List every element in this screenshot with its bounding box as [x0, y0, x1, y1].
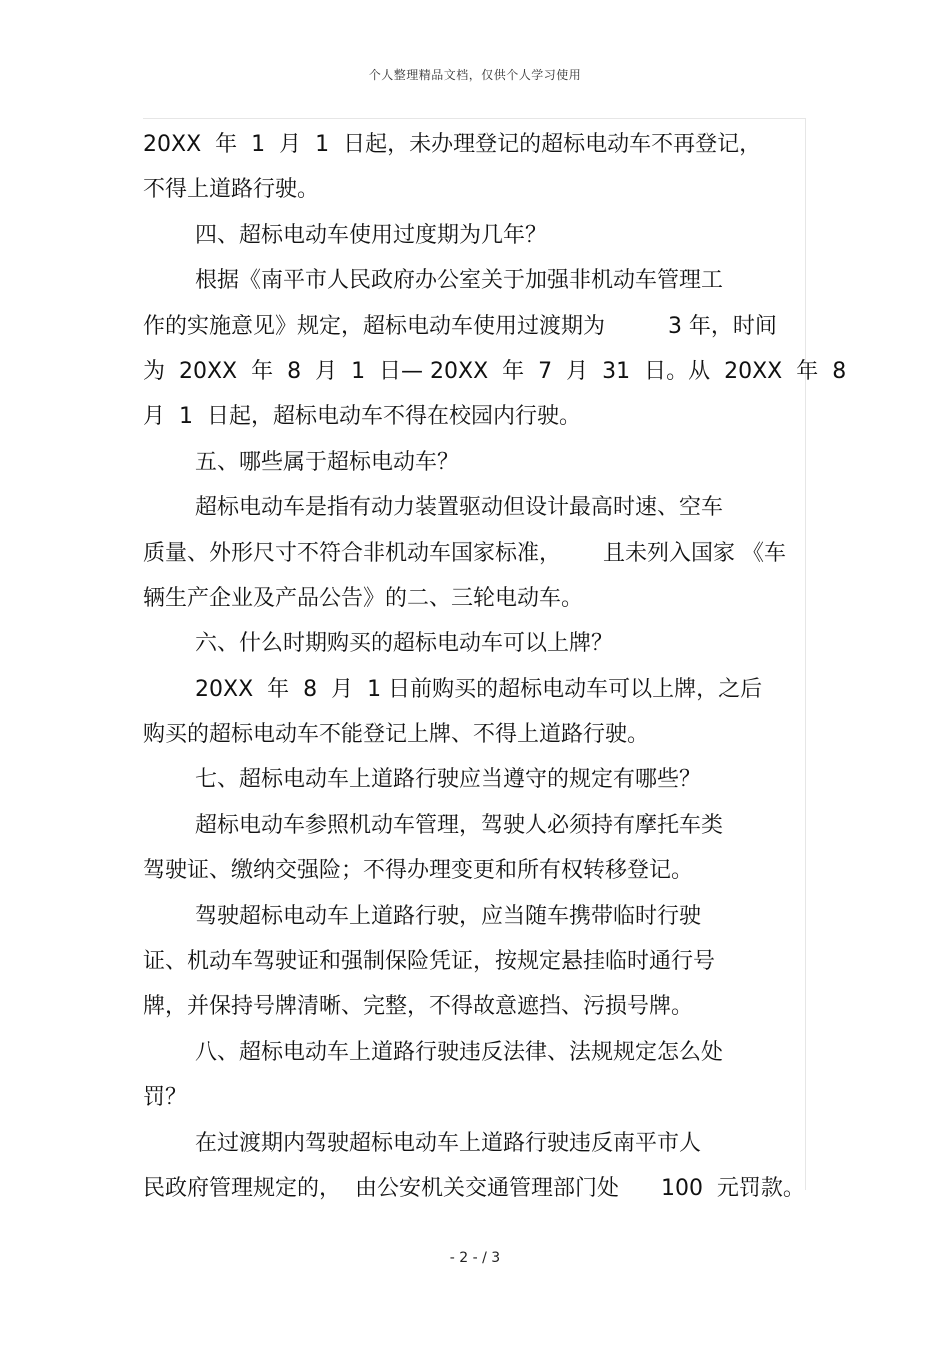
paragraph-line: 驾驶证、缴纳交强险；不得办理变更和所有权转移登记。 — [143, 858, 694, 884]
paragraph-line: 20XX 年 8 月 1 日前购买的超标电动车可以上牌，之后 — [195, 676, 763, 702]
paragraph-line: 民政府管理规定的， 由公安机关交通管理部门处 100 元罚款。 — [143, 1175, 805, 1201]
page-number: - 2 - / 3 — [449, 1250, 501, 1266]
paragraph-line: 20XX 年 1 月 1 日起，未办理登记的超标电动车不再登记， — [143, 132, 762, 157]
section-heading-6: 六、什么时期购买的超标电动车可以上牌？ — [195, 631, 614, 657]
section-heading-8: 八、超标电动车上道路行驶违反法律、法规规定怎么处 — [195, 1039, 724, 1065]
paragraph-line: 购买的超标电动车不能登记上牌、不得上道路行驶。 — [143, 722, 650, 748]
paragraph-line: 驾驶超标电动车上道路行驶，应当随车携带临时行驶 — [195, 903, 702, 929]
paragraph-line: 为 20XX 年 8 月 1 日— 20XX 年 7 月 31 日。从 20XX 年 8 — [143, 358, 847, 384]
paragraph-line: 月 1 日起，超标电动车不得在校园内行驶。 — [143, 404, 581, 430]
paragraph-line: 辆生产企业及产品公告》的二、三轮电动车。 — [143, 585, 584, 611]
paragraph-line: 牌，并保持号牌清晰、完整，不得故意遮挡、污损号牌。 — [143, 994, 694, 1020]
section-heading-7: 七、超标电动车上道路行驶应当遵守的规定有哪些？ — [195, 767, 702, 793]
paragraph-line: 不得上道路行驶。 — [143, 177, 320, 203]
paragraph-line: 在过渡期内驾驶超标电动车上道路行驶违反南平市人 — [195, 1130, 702, 1156]
paragraph-line: 质量、外形尺寸不符合非机动车国家标准， 且未列入国家 《车 — [143, 540, 786, 566]
paragraph-line: 根据《南平市人民政府办公室关于加强非机动车管理工 — [195, 268, 724, 294]
paragraph-line: 超标电动车参照机动车管理，驾驶人必须持有摩托车类 — [195, 812, 724, 838]
paragraph-line: 超标电动车是指有动力装置驱动但设计最高时速、空车 — [195, 495, 724, 521]
paragraph-line: 证、机动车驾驶证和强制保险凭证，按规定悬挂临时通行号 — [143, 949, 716, 975]
page-header: 个人整理精品文档，仅供个人学习使用 — [368, 68, 582, 82]
paragraph-line: 罚？ — [143, 1085, 188, 1111]
document-body — [143, 122, 847, 1211]
section-heading-5: 五、哪些属于超标电动车？ — [195, 449, 460, 475]
paragraph-line: 作的实施意见》规定，超标电动车使用过渡期为 3 年，时间 — [143, 313, 777, 339]
section-heading-4: 四、超标电动车使用过度期为几年？ — [195, 222, 548, 248]
